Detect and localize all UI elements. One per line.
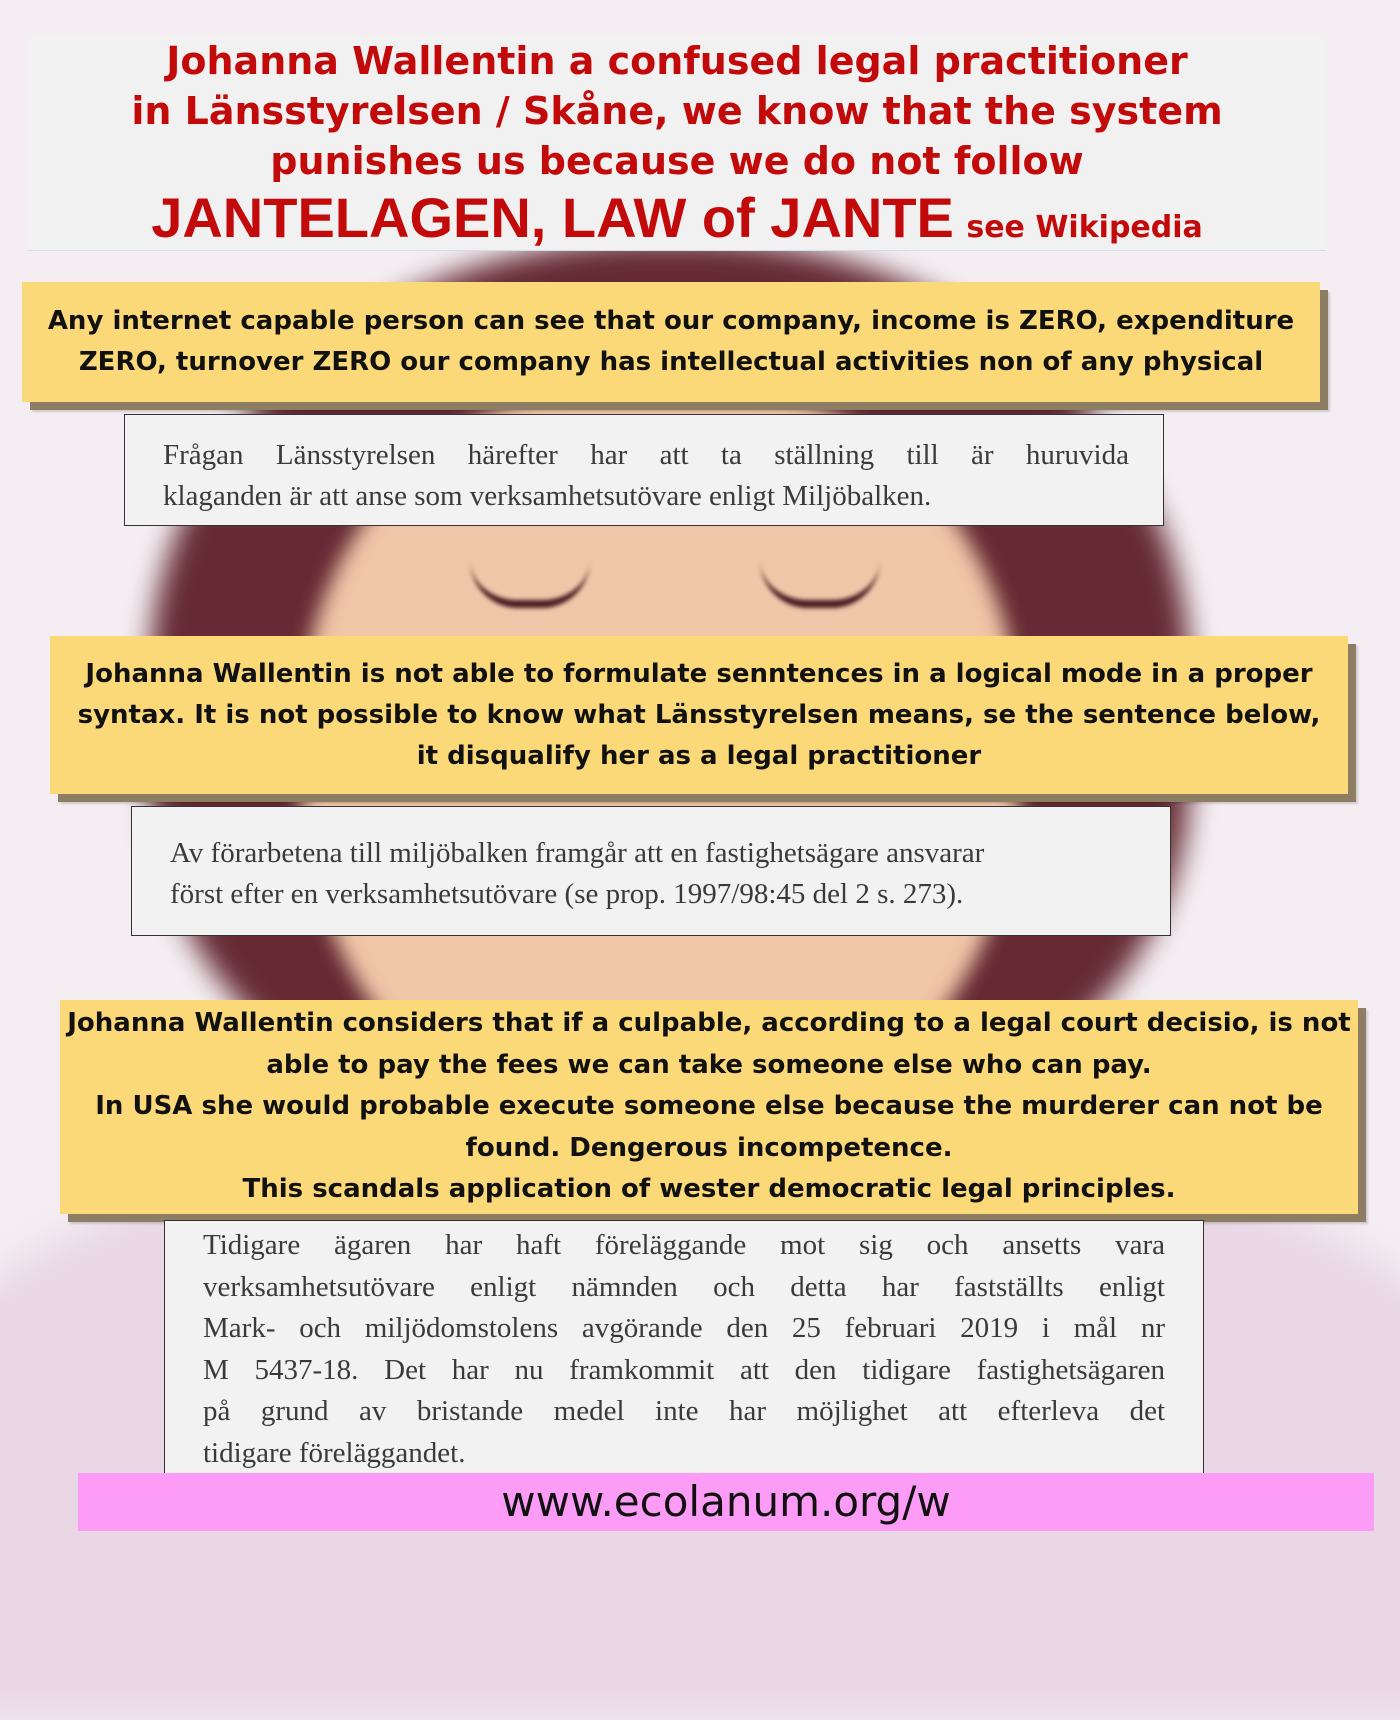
quote-line: tidigare föreläggandet. bbox=[203, 1436, 466, 1469]
quote-line: M 5437-18. Det har nu framkommit att den tidigare fastighetsägaren bbox=[203, 1353, 1165, 1386]
quote-document-3 bbox=[164, 1220, 1204, 1475]
footer-url-banner bbox=[78, 1473, 1374, 1531]
callout-line: In USA she would probable execute someone else because the murderer can not be bbox=[95, 1091, 1323, 1122]
header-line-1: Johanna Wallentin a confused legal practitioner bbox=[166, 39, 1188, 83]
quote-line: Tidigare ägaren har haft föreläggande mot sig och ansetts vara bbox=[203, 1229, 1165, 1261]
quote-line: verksamhetsutövare enligt nämnden och detta har fastställts enligt bbox=[203, 1270, 1165, 1303]
header-title-row bbox=[28, 188, 1326, 248]
footer-url: www.ecolanum.org/w bbox=[501, 1477, 951, 1526]
header-banner bbox=[28, 36, 1326, 251]
callout-line: syntax. It is not possible to know what Länsstyrelsen means, se the sentence below, bbox=[77, 699, 1321, 730]
header-title: JANTELAGEN, LAW of JANTE bbox=[151, 186, 954, 249]
header-line-2: in Länsstyrelsen / Skåne, we know that the system bbox=[131, 89, 1223, 133]
quote-line: Mark- och miljödomstolens avgörande den 25 februari 2019 i mål nr bbox=[203, 1312, 1165, 1344]
quote-document-1 bbox=[124, 414, 1164, 526]
callout-line: Johanna Wallentin is not able to formulate senntences in a logical mode in a proper bbox=[85, 658, 1313, 689]
quote-document-2 bbox=[131, 806, 1171, 936]
header-wikipedia-note: see Wikipedia bbox=[966, 210, 1203, 245]
callout-company-zero bbox=[22, 282, 1320, 402]
callout-line: Johanna Wallentin considers that if a culpable, according to a legal court decisio, is not bbox=[67, 1008, 1351, 1039]
header-line-3: punishes us because we do not follow bbox=[270, 139, 1084, 183]
quote-line: på grund av bristande medel inte har möjlighet att efterleva det bbox=[203, 1395, 1165, 1427]
quote-line: först efter en verksamhetsutövare (se prop. 1997/98:45 del 2 s. 273). bbox=[170, 878, 964, 910]
callout-line: ZERO, turnover ZERO our company has intellectual activities non of any physical bbox=[78, 347, 1264, 377]
callout-culpable bbox=[60, 1000, 1358, 1214]
callout-line: able to pay the fees we can take someone else who can pay. bbox=[266, 1049, 1152, 1080]
callout-syntax bbox=[50, 636, 1348, 794]
callout-line: This scandals application of wester democratic legal principles. bbox=[242, 1174, 1176, 1205]
quote-line: klaganden är att anse som verksamhetsutövare enligt Miljöbalken. bbox=[163, 480, 932, 512]
callout-line: found. Dengerous incompetence. bbox=[465, 1132, 953, 1163]
callout-line: Any internet capable person can see that our company, income is ZERO, expenditure bbox=[47, 306, 1295, 336]
quote-line: Av förarbetena till miljöbalken framgår att en fastighetsägare ansvarar bbox=[170, 837, 985, 869]
quote-line: Frågan Länsstyrelsen härefter har att ta ställning till är huruvida bbox=[163, 439, 1129, 471]
callout-line: it disqualify her as a legal practitioner bbox=[416, 740, 982, 771]
